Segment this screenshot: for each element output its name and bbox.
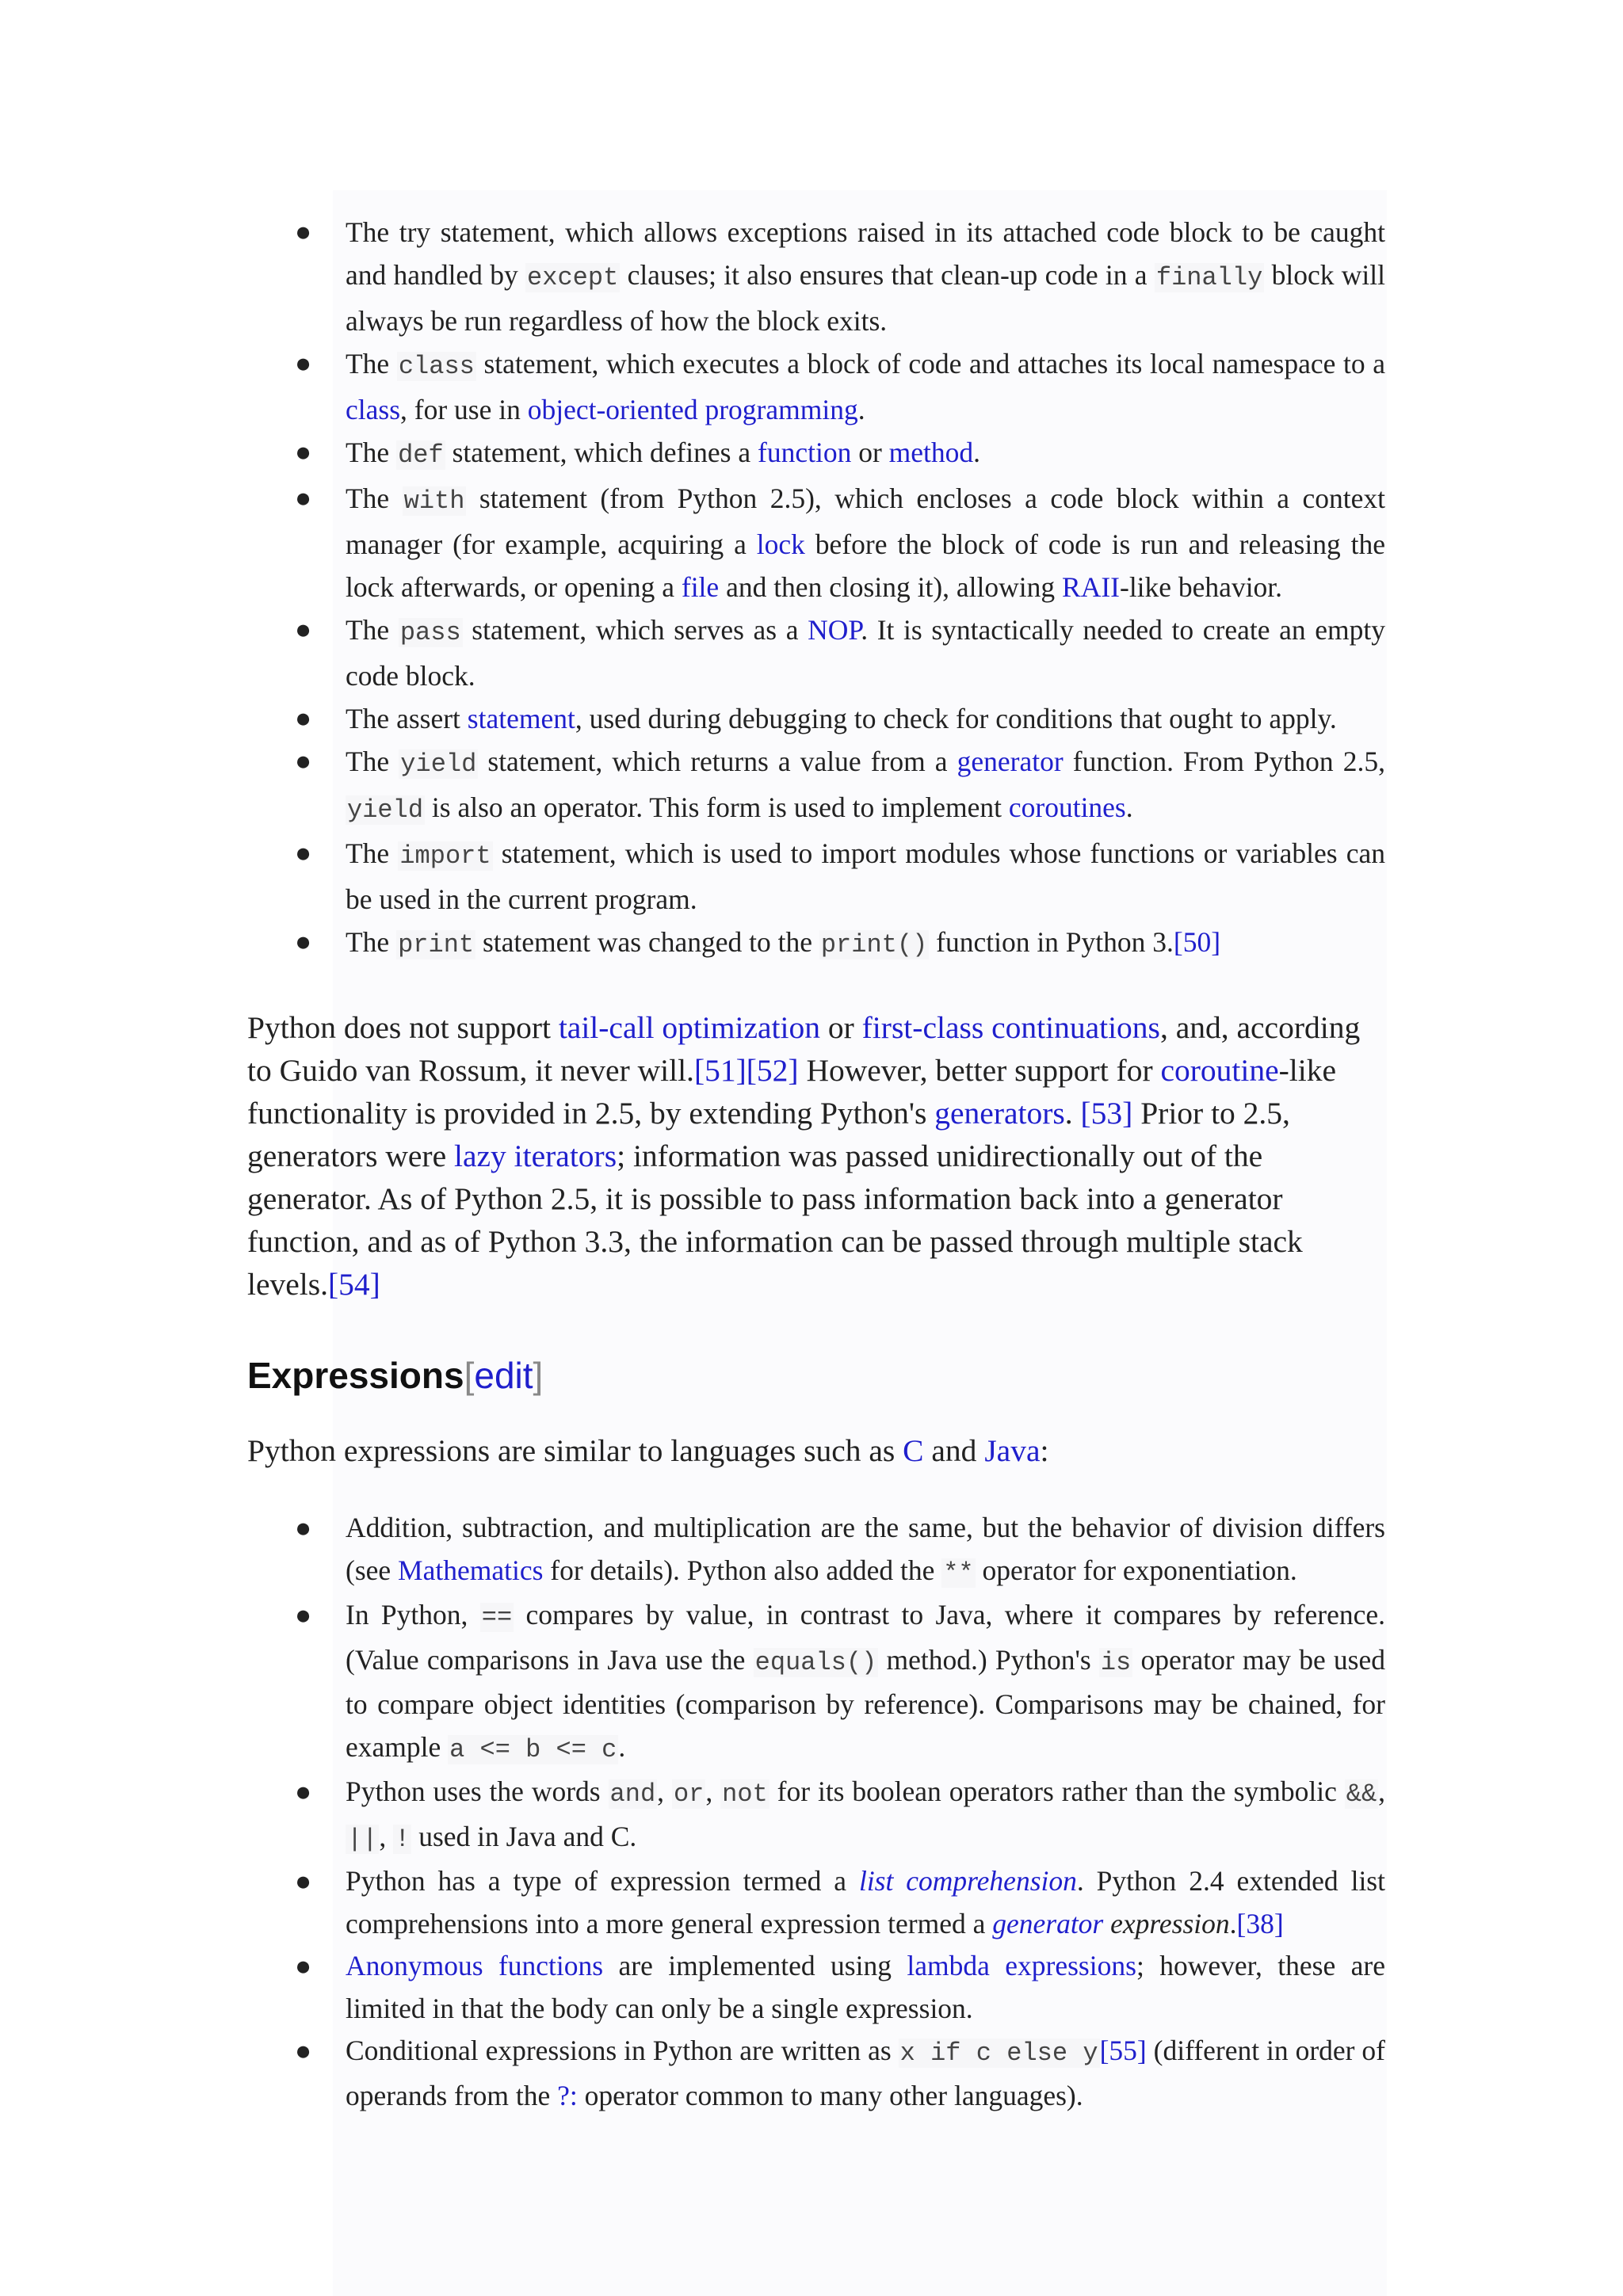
link-file[interactable]: file: [681, 571, 720, 603]
text: Prior to 2.5, generators were: [247, 1096, 1290, 1173]
text: compares by value, in contrast to Java, where it compares by reference. (Value comparisons in Java use the: [346, 1599, 1385, 1676]
text: ,: [1378, 1775, 1386, 1807]
link-class[interactable]: class: [346, 394, 401, 425]
bullet-icon: ●: [295, 2035, 312, 2066]
text: .: [857, 394, 865, 425]
bullet-icon: ●: [295, 482, 312, 513]
edit-bracket: [: [464, 1355, 475, 1396]
code-class: class: [398, 352, 475, 381]
text: .: [973, 437, 981, 468]
text: and then closing it), allowing: [719, 571, 1063, 603]
expressions-list: [247, 1507, 1385, 2117]
text: statement, which allows exceptions raised in its attached code block to be caught and handled by: [346, 216, 1385, 291]
code-is-operator: is: [1100, 1647, 1132, 1677]
text: The: [346, 437, 397, 468]
text: , used during debugging to check for conditions that ought to apply.: [575, 703, 1337, 734]
text: (different in order of operands from the: [346, 2035, 1386, 2111]
code-with: with: [403, 486, 465, 516]
code-logical-and: &&: [1346, 1779, 1377, 1809]
code-conditional-expression: x if c else y: [899, 2039, 1098, 2068]
link-statement[interactable]: statement: [467, 703, 575, 734]
bullet-icon: ●: [295, 348, 312, 379]
list-item-class: [247, 342, 1385, 431]
text: , for use in: [400, 394, 528, 425]
link-lazy-iterators[interactable]: lazy iterators: [454, 1138, 617, 1173]
text: -like functionality is provided in 2.5, by extending Python's: [247, 1053, 1337, 1131]
code-or: or: [673, 1779, 705, 1809]
link-generators[interactable]: generators: [934, 1096, 1065, 1131]
text: ,: [379, 1820, 394, 1852]
text: Python uses the words: [346, 1775, 609, 1807]
bullet-icon: ●: [295, 746, 312, 776]
list-item-yield: [247, 740, 1385, 832]
text: statement, which serves as a: [462, 614, 808, 646]
code-yield: yield: [400, 749, 477, 779]
text: and: [923, 1433, 985, 1468]
list-item-print: [247, 921, 1385, 967]
citation-link[interactable]: [38]: [1236, 1907, 1284, 1939]
text: The: [346, 746, 399, 777]
text: statement, which returns a value from a: [478, 746, 957, 777]
text: Python does not support: [247, 1010, 559, 1045]
text: :: [1040, 1433, 1049, 1468]
link-function[interactable]: function: [758, 437, 852, 468]
list-item-conditional: [247, 2030, 1385, 2117]
list-item-def: [247, 431, 1385, 477]
bullet-icon: ●: [295, 216, 312, 247]
text: Addition, subtraction, and multiplication are the same, but the behavior of division differs (see: [346, 1512, 1385, 1586]
code-exponent-operator: **: [943, 1558, 974, 1588]
text: In Python,: [346, 1599, 480, 1630]
text: before the block of code is run and releasing the lock afterwards, or opening a: [346, 528, 1385, 603]
list-item-comparison: [247, 1594, 1385, 1771]
code-and: and: [609, 1779, 656, 1809]
bullet-icon: ●: [295, 703, 312, 734]
list-item-with: [247, 477, 1385, 608]
link-coroutines[interactable]: coroutines: [1008, 791, 1126, 823]
link-tail-call-optimization[interactable]: tail-call optimization: [558, 1010, 820, 1045]
list-item-list-comprehension: [247, 1860, 1385, 1945]
text: ,: [657, 1775, 672, 1807]
bullet-icon: ●: [295, 1600, 312, 1630]
link-coroutine[interactable]: coroutine: [1160, 1053, 1279, 1088]
text: ; information was passed unidirectionally out of the generator. As of Python 2.5, it is possible to pass information back into a generator function, and as of Python 3.3, the information can be passed through multiple stack levels.: [247, 1138, 1303, 1302]
text: try: [399, 216, 431, 248]
text: block will always be run regardless of how the block exits.: [346, 259, 1385, 337]
link-java[interactable]: Java: [984, 1433, 1041, 1468]
list-item-pass: [247, 608, 1385, 697]
bullet-icon: ●: [295, 614, 312, 645]
text: The: [346, 348, 397, 379]
text: -like behavior.: [1120, 571, 1283, 603]
text: The: [346, 926, 397, 958]
bullet-icon: ●: [295, 1512, 312, 1543]
text: for its boolean operators rather than the symbolic: [769, 1775, 1345, 1807]
code-chained-comparison: a <= b <= c: [449, 1734, 617, 1764]
text: statement was changed to the: [475, 926, 819, 958]
article-content: [247, 211, 1385, 2117]
text: function in Python 3.: [929, 926, 1174, 958]
text: However, better support for: [798, 1053, 1161, 1088]
edit-bracket: ]: [533, 1355, 544, 1396]
text: statement, which defines a: [445, 437, 758, 468]
code-pass: pass: [399, 618, 461, 647]
code-finally: finally: [1155, 263, 1263, 292]
text: The: [346, 837, 399, 869]
text: . It is syntactically needed to create an empty code block.: [346, 614, 1385, 692]
citation-link[interactable]: [51]: [693, 1053, 747, 1088]
link-raii[interactable]: RAII: [1062, 571, 1120, 603]
text: operator may be used to compare object identities (comparison by reference). Comparisons may be chained, for example: [346, 1643, 1385, 1763]
list-item-anonymous-functions: [247, 1945, 1385, 2030]
text: expression: [1103, 1907, 1230, 1939]
text: ,: [705, 1775, 721, 1807]
list-item-assert: [247, 697, 1385, 740]
link-ternary-operator[interactable]: ?:: [557, 2079, 578, 2111]
text: statement, which executes a block of code and attaches its local namespace to a: [475, 348, 1385, 379]
bullet-icon: ●: [295, 837, 312, 868]
text: .: [1229, 1907, 1237, 1939]
code-def: def: [398, 441, 444, 470]
link-lock[interactable]: lock: [756, 528, 805, 560]
link-c[interactable]: C: [903, 1433, 924, 1468]
section-heading: [247, 1352, 1385, 1399]
link-lambda-expressions[interactable]: lambda expressions: [907, 1950, 1136, 1981]
bullet-icon: ●: [295, 1866, 312, 1897]
bullet-icon: ●: [295, 1951, 312, 1981]
heading-text: Expressions: [247, 1355, 464, 1396]
text: is also an operator. This form is used to implement: [425, 791, 1009, 823]
text: statement (from Python 2.5), which encloses a code block within a context manager (for example, acquiring a: [346, 482, 1385, 560]
text: .: [618, 1730, 626, 1763]
code-print-function: print(): [820, 930, 928, 959]
code-import: import: [399, 841, 491, 871]
code-logical-not: !: [395, 1824, 411, 1854]
citation-link[interactable]: [54]: [328, 1267, 380, 1302]
text: Conditional expressions in Python are written as: [346, 2035, 899, 2066]
link-method[interactable]: method: [888, 437, 974, 468]
code-except: except: [527, 263, 619, 292]
code-logical-or: ||: [347, 1824, 378, 1854]
statements-list: [247, 211, 1385, 967]
text: Python expressions are similar to languages such as: [247, 1433, 903, 1468]
bullet-icon: ●: [295, 437, 312, 467]
link-generator[interactable]: generator: [957, 746, 1064, 777]
citation-link[interactable]: [53]: [1080, 1096, 1133, 1131]
list-item-try: [247, 211, 1385, 342]
link-nop[interactable]: NOP: [808, 614, 861, 646]
link-mathematics[interactable]: Mathematics: [398, 1554, 544, 1586]
generators-paragraph: [247, 1006, 1385, 1306]
text: The assert: [346, 703, 468, 734]
text: .: [1125, 791, 1133, 823]
text: are implemented using: [603, 1950, 907, 1981]
code-equality-operator: ==: [481, 1603, 513, 1632]
text: for details). Python also added the: [543, 1554, 942, 1586]
text: clauses; it also ensures that clean-up code in a: [620, 259, 1155, 291]
code-yield: yield: [347, 795, 424, 825]
text: , and, according to Guido van Rossum, it never will.: [247, 1010, 1361, 1088]
citation-link[interactable]: [50]: [1173, 926, 1221, 958]
text: or: [851, 437, 889, 468]
expressions-intro: [247, 1429, 1385, 1472]
link-first-class-continuations[interactable]: first-class continuations: [861, 1010, 1160, 1045]
citation-link[interactable]: [52]: [746, 1053, 799, 1088]
text: The: [346, 216, 399, 248]
bullet-icon: ●: [295, 1776, 312, 1807]
list-item-arithmetic: [247, 1507, 1385, 1594]
list-item-boolean: [247, 1771, 1385, 1860]
text: method.) Python's: [878, 1643, 1099, 1676]
text: statement, which is used to import modules whose functions or variables can be used in the current program.: [346, 837, 1385, 915]
citation-link[interactable]: [55]: [1099, 2035, 1147, 2066]
text: ; however, these are limited in that the body can only be a single expression.: [346, 1950, 1385, 2024]
link-list-comprehension[interactable]: list comprehension: [858, 1865, 1077, 1897]
list-item-import: [247, 832, 1385, 921]
link-anonymous-functions[interactable]: Anonymous functions: [346, 1950, 604, 1981]
bullet-icon: ●: [295, 926, 312, 957]
code-equals-method: equals(): [754, 1647, 877, 1677]
text: .: [1064, 1096, 1081, 1131]
text: used in Java and C.: [411, 1820, 637, 1852]
text: operator common to many other languages).: [577, 2079, 1083, 2111]
text: operator for exponentiation.: [975, 1554, 1297, 1586]
text: Python has a type of expression termed a: [346, 1865, 859, 1897]
code-not: not: [722, 1779, 768, 1809]
edit-link[interactable]: edit: [474, 1355, 533, 1396]
code-print: print: [398, 930, 475, 959]
text: . Python 2.4 extended list comprehensions into a more general expression termed a: [346, 1865, 1385, 1939]
text: The: [346, 614, 399, 646]
link-object-oriented-programming[interactable]: object-oriented programming: [527, 394, 858, 425]
text: function. From Python 2.5,: [1063, 746, 1385, 777]
text: or: [820, 1010, 862, 1045]
text: The: [346, 482, 403, 514]
link-generator-expression[interactable]: generator: [992, 1907, 1104, 1939]
